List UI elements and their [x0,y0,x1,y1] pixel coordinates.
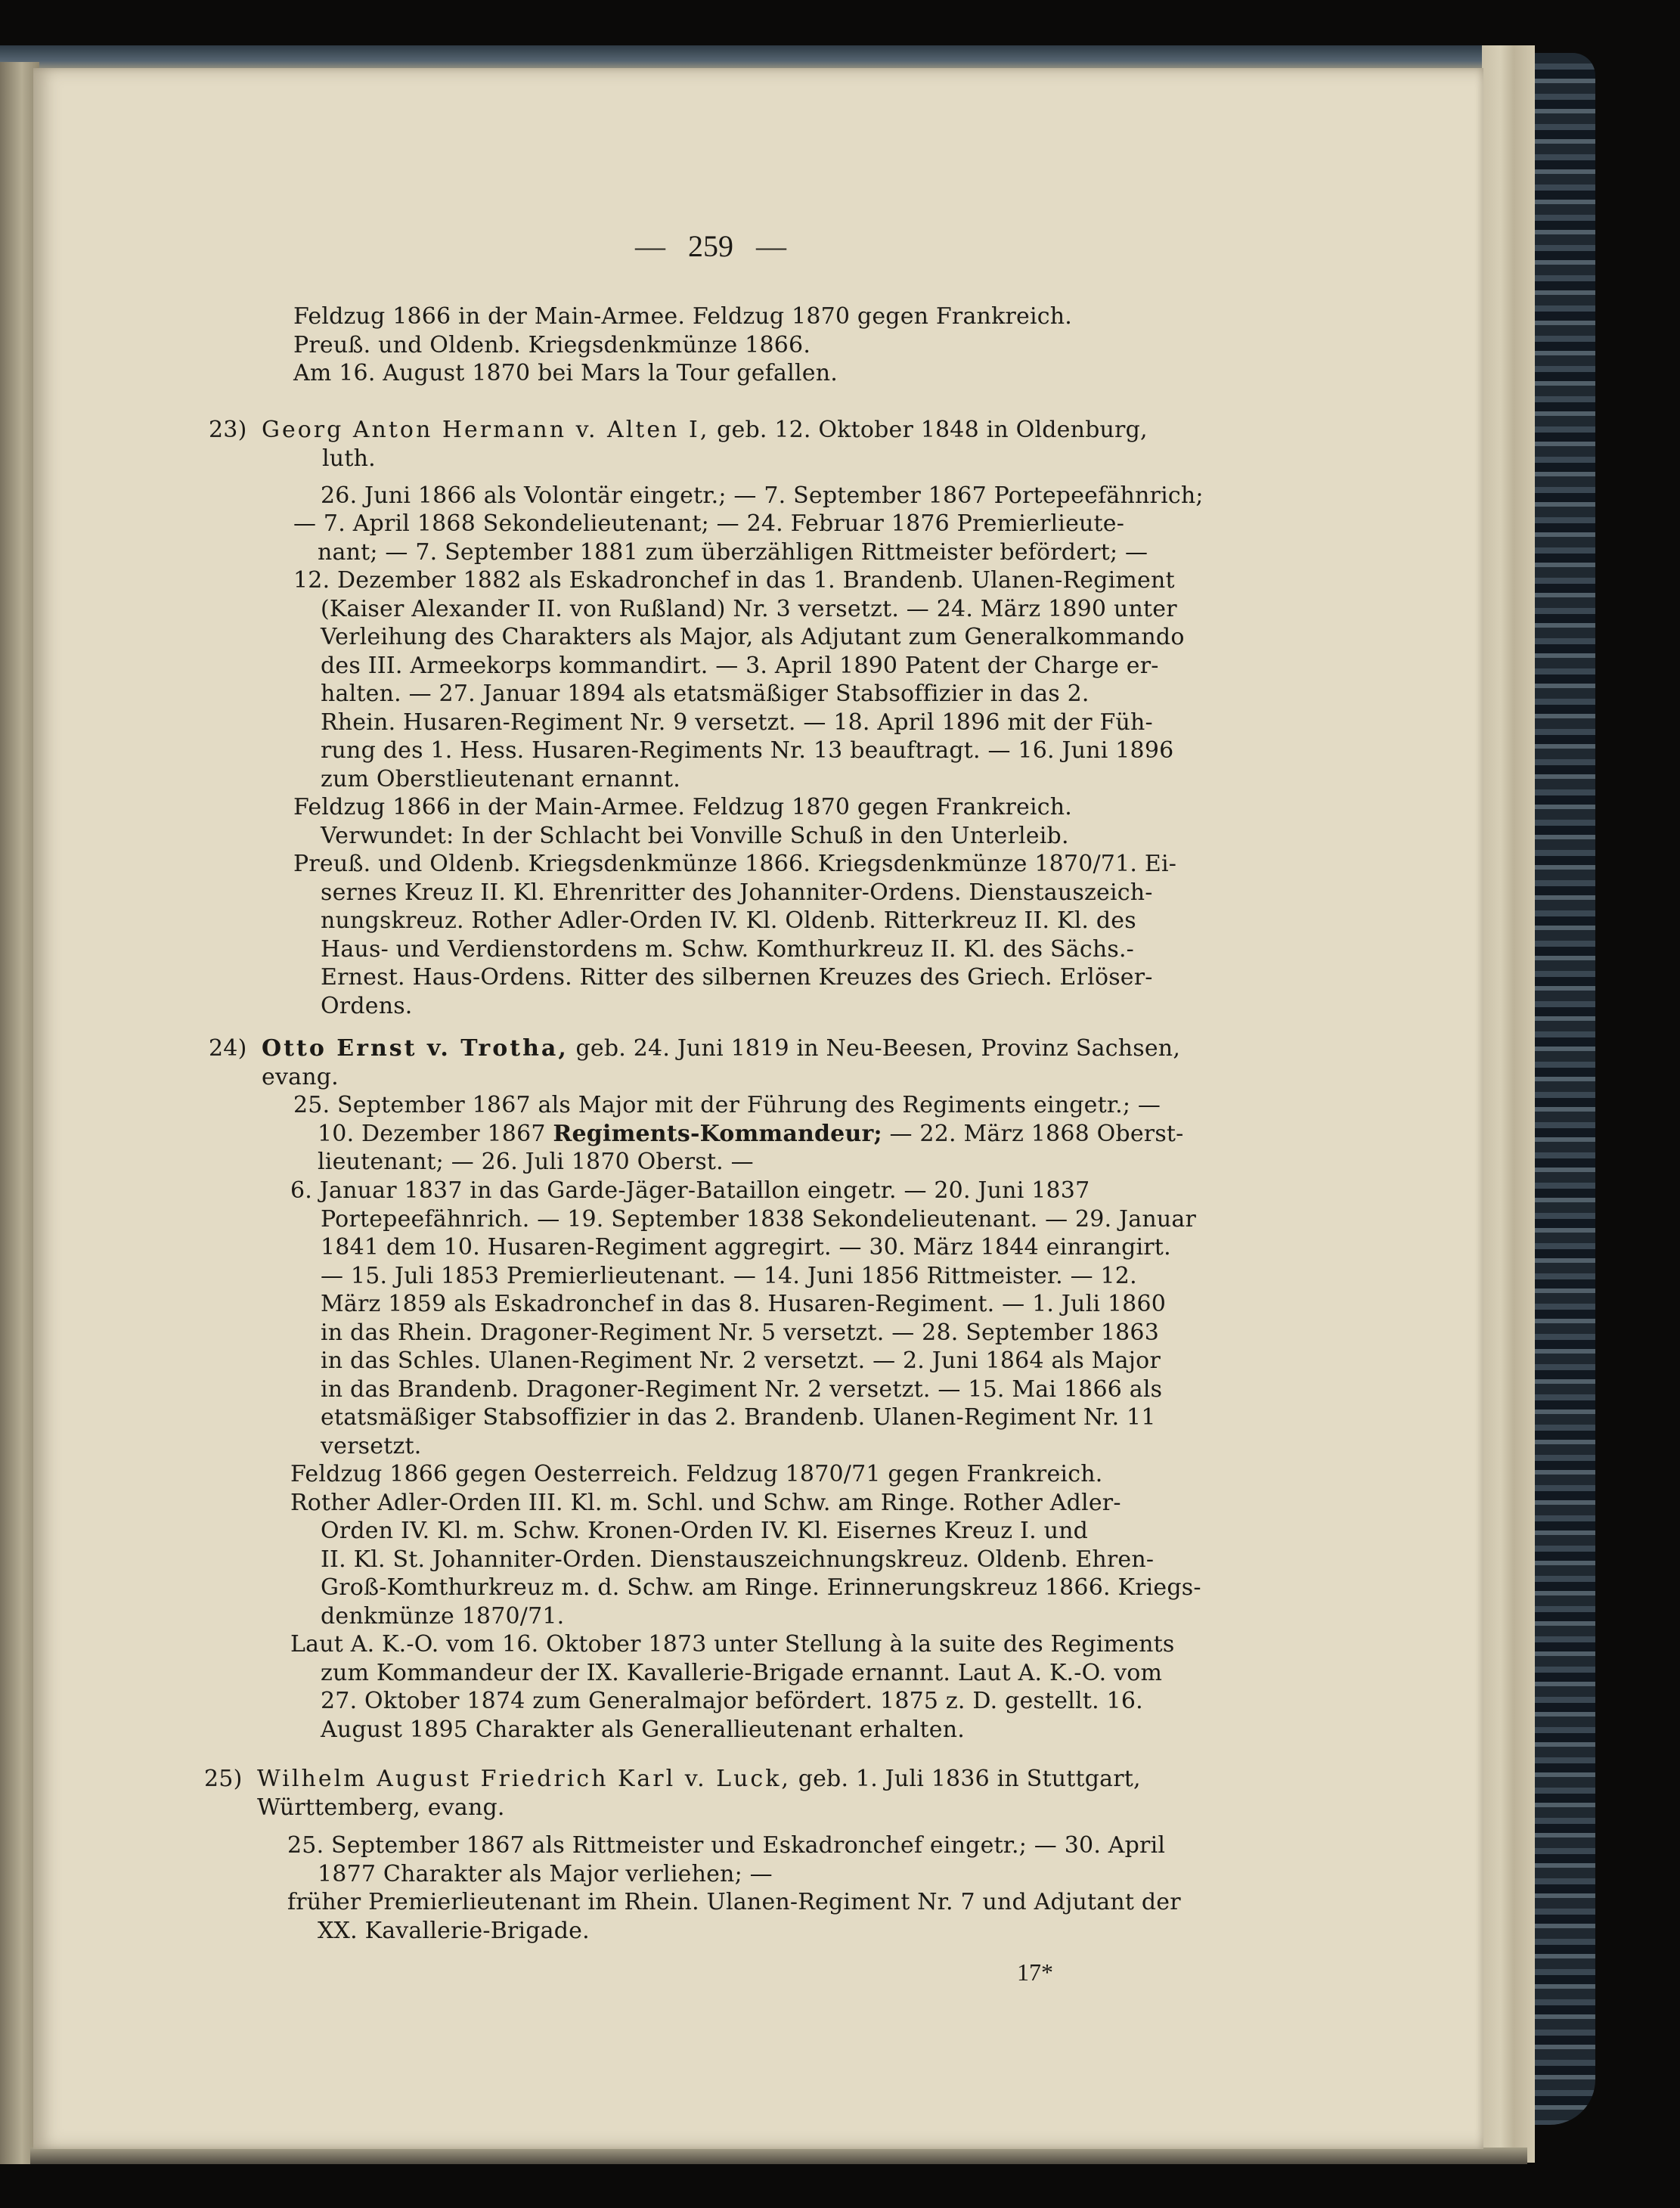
text-line: Orden IV. Kl. m. Schw. Kronen-Orden IV. Kl. Eisernes Kreuz I. und [321,1518,1089,1544]
text-line: Groß-Komthurkreuz m. d. Schw. am Ringe. Erinnerungskreuz 1866. Kriegs- [321,1574,1201,1601]
entry-number: 24) [209,1035,247,1062]
text-line: nant; — 7. September 1881 zum überzähligen Rittmeister befördert; — [318,538,1148,566]
text-line: — 15. Juli 1853 Premierlieutenant. — 14. Juni 1856 Rittmeister. — 12. [321,1262,1137,1289]
highlighted-term: Regiments-Kommandeur; [553,1120,882,1147]
text-line: Laut A. K.-O. vom 16. Oktober 1873 unter Stellung à la suite des Regiments [290,1631,1175,1658]
text-line: Preuß. und Oldenb. Kriegsdenkmünze 1866. [293,331,811,358]
text-line: Ordens. [321,992,413,1019]
entry-paragraph [287,1831,1181,1945]
text-line: Am 16. August 1870 bei Mars la Tour gefallen. [293,360,838,386]
text-line: in das Schles. Ulanen-Regiment Nr. 2 versetzt. — 2. Juni 1864 als Major [321,1347,1161,1374]
entry-heading-rest: geb. 1. Juli 1836 in Stuttgart, [790,1766,1141,1792]
text-line: März 1859 als Eskadronchef in das 8. Husaren-Regiment. — 1. Juli 1860 [321,1291,1167,1317]
text-line: — 7. April 1868 Sekondelieutenant; — 24. Februar 1876 Premierlieute- [293,510,1125,537]
text-line: Rhein. Husaren-Regiment Nr. 9 versetzt. — 18. April 1896 mit der Füh- [321,709,1153,736]
text-line: 25. September 1867 als Major mit der Führung des Regiments eingetr.; — [293,1092,1161,1118]
text-line: Feldzug 1866 in der Main-Armee. Feldzug 1870 gegen Frankreich. [293,794,1072,820]
text-line: 6. Januar 1837 in das Garde-Jäger-Bataillon eingetr. — 20. Juni 1837 [290,1177,1090,1204]
person-name: Wilhelm August Friedrich Karl v. Luck, [257,1766,791,1792]
text-line: Preuß. und Oldenb. Kriegsdenkmünze 1866. Kriegsdenkmünze 1870/71. Ei- [293,851,1177,877]
text-line: (Kaiser Alexander II. von Rußland) Nr. 3 versetzt. — 24. März 1890 unter [321,595,1177,622]
text-line: Württemberg, evang. [257,1794,505,1821]
text-line: Feldzug 1866 gegen Oesterreich. Feldzug 1870/71 gegen Frankreich. [290,1461,1103,1487]
page-number-value: 259 [688,229,733,263]
text-line: versetzt. [321,1432,422,1459]
text-line: 1877 Charakter als Major verliehen; — [318,1860,773,1887]
entry-heading-rest: geb. 12. Oktober 1848 in Oldenburg, [709,417,1148,443]
text-line: luth. [322,445,376,472]
text-line: XX. Kavallerie-Brigade. [318,1917,590,1944]
text-line: Verleihung des Charakters als Major, als Adjutant zum Generalkommando [321,624,1185,650]
text-line: 25. September 1867 als Rittmeister und Eskadronchef eingetr.; — 30. April [287,1832,1166,1859]
text-line: Verwundet: In der Schlacht bei Vonville Schuß in den Unterleib. [321,822,1069,849]
entry-paragraph [293,1091,1184,1177]
text-line: 27. Oktober 1874 zum Generalmajor befördert. 1875 z. D. gestellt. 16. [321,1688,1143,1714]
entry-paragraph [290,1177,1201,1744]
intro-block [293,302,1072,388]
text-line: 12. Dezember 1882 als Eskadronchef in das 1. Brandenb. Ulanen-Regiment [293,567,1175,594]
text-line: Ernest. Haus-Ordens. Ritter des silbernen Kreuzes des Griech. Erlöser- [321,964,1153,991]
person-name: Georg Anton Hermann v. Alten I, [262,417,710,443]
text-line: sernes Kreuz II. Kl. Ehrenritter des Johanniter-Ordens. Dienstauszeich- [321,879,1153,906]
entry-number: 25) [204,1766,243,1792]
page-stack-edge [1482,45,1535,2163]
text-line: — 22. März 1868 Oberst- [882,1120,1184,1147]
entry-number: 23) [209,417,247,443]
text-line: II. Kl. St. Johanniter-Orden. Dienstauszeichnungskreuz. Oldenb. Ehren- [321,1546,1155,1573]
text-line: etatsmäßiger Stabsoffizier in das 2. Brandenb. Ulanen-Regiment Nr. 11 [321,1404,1156,1431]
text-line: denkmünze 1870/71. [321,1602,565,1630]
entry-paragraph [293,510,1185,1020]
text-line: 1841 dem 10. Husaren-Regiment aggregirt. — 30. März 1844 einrangirt. [321,1234,1171,1261]
entry-heading [257,1765,1141,1822]
text-line: August 1895 Charakter als Generallieutenant erhalten. [321,1716,966,1743]
entry-heading [262,1034,1180,1091]
text-line: Rother Adler-Orden III. Kl. m. Schl. und Schw. am Ringe. Rother Adler- [290,1489,1121,1516]
text-line: Feldzug 1866 in der Main-Armee. Feldzug 1870 gegen Frankreich. [293,303,1072,330]
text-line: Haus- und Verdienstordens m. Schw. Komthurkreuz II. Kl. des Sächs.- [321,935,1135,963]
text-line: in das Brandenb. Dragoner-Regiment Nr. 2 versetzt. — 15. Mai 1866 als [321,1375,1163,1403]
text-line: zum Kommandeur der IX. Kavallerie-Brigade ernannt. Laut A. K.-O. vom [321,1659,1163,1686]
book-cover-bottom [30,2148,1527,2164]
entry-heading-rest: geb. 24. Juni 1819 in Neu-Beesen, Provinz Sachsen, [568,1035,1181,1062]
text-line: zum Oberstlieutenant ernannt. [321,765,680,792]
page-number: — 259 — [635,229,786,263]
entry-heading [262,416,1148,473]
text-line: 26. Juni 1866 als Volontär eingetr.; — 7. September 1867 Portepeefähnrich; [321,482,1204,509]
text-line: halten. — 27. Januar 1894 als etatsmäßiger Stabsoffizier in das 2. [321,681,1090,707]
text-line: 10. Dezember 1867 [318,1120,553,1147]
text-line: Portepeefähnrich. — 19. September 1838 Sekondelieutenant. — 29. Januar [321,1205,1197,1233]
text-line: evang. [262,1063,339,1090]
text-line: in das Rhein. Dragoner-Regiment Nr. 5 versetzt. — 28. September 1863 [321,1319,1159,1346]
text-line: rung des 1. Hess. Husaren-Regiments Nr. 13 beauftragt. — 16. Juni 1896 [321,737,1174,764]
book-cover-top [0,45,1512,71]
text-line: des III. Armeekorps kommandirt. — 3. April 1890 Patent der Charge er- [321,652,1159,679]
entry-paragraph [321,482,1204,510]
signature-mark: 17* [1017,1958,1053,1986]
person-name: Otto Ernst v. Trotha, [262,1035,569,1062]
text-line: nungskreuz. Rother Adler-Orden IV. Kl. Oldenb. Ritterkreuz II. Kl. des [321,907,1136,934]
text-line: lieutenant; — 26. Juli 1870 Oberst. — [318,1149,754,1175]
text-line: früher Premierlieutenant im Rhein. Ulanen-Regiment Nr. 7 und Adjutant der [287,1889,1181,1915]
